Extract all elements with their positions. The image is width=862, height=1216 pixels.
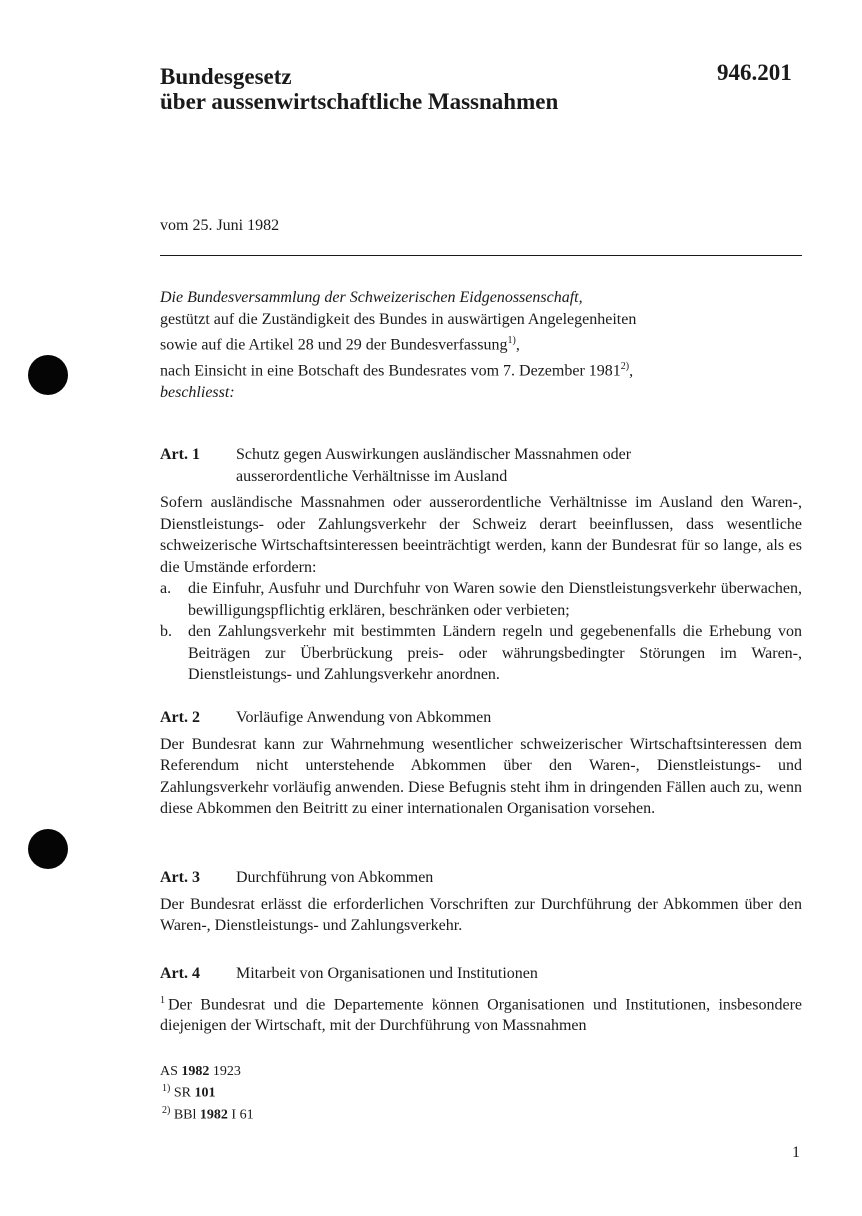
law-title-line2: über aussenwirtschaftliche Massnahmen	[160, 89, 559, 114]
article-3-title: Durchführung von Abkommen	[236, 869, 434, 886]
footnote-1: $^{1)}$ SR 101	[162, 1083, 216, 1101]
article-4-label: Art. 4	[160, 965, 200, 982]
article-1-item-b	[160, 621, 802, 686]
preamble-line2: sowie auf die Artikel 28 und 29 der Bundesverfassung$^{1)}$,	[160, 335, 520, 354]
list-item-text: die Einfuhr, Ausfuhr und Durchfuhr von Waren sowie den Dienstleistungsverkehr überwachen, bewilligungspflichtig erklären, beschränken oder verbieten;	[188, 580, 802, 619]
article-1	[160, 444, 802, 686]
article-3	[160, 867, 802, 937]
footnote-as: AS 1982 1923	[160, 1064, 241, 1079]
article-3-label: Art. 3	[160, 869, 200, 886]
article-4-body: $^1$ Der Bundesrat und die Departemente können Organisationen und Institutionen, insbesondere diejenigen der Wirtschaft, mit der Durchführung von Massnahmen	[160, 994, 802, 1035]
footnote-ref-1[interactable]: 1)	[507, 335, 516, 346]
preamble-line3: nach Einsicht in eine Botschaft des Bundesrates vom 7. Dezember 1981$^{2)}$,	[160, 360, 634, 380]
article-2-label: Art. 2	[160, 709, 200, 726]
law-title	[160, 64, 558, 114]
preamble-resolves: beschliesst:	[160, 383, 235, 401]
footnote-ref-2[interactable]: 2)	[620, 360, 630, 372]
list-item-text: den Zahlungsverkehr mit bestimmten Ländern regeln und gegebenenfalls die Erhebung von Beiträgen zur Überbrückung preis- oder währungsbedingter Störungen im Waren-, Dienstleistungs- und Zahlungsverkehr anordnen.	[188, 623, 802, 683]
article-4	[160, 963, 802, 1037]
law-title-line1: Bundesgesetz	[160, 64, 292, 89]
sr-number: 946.201	[717, 60, 792, 85]
punch-hole-lower	[28, 829, 68, 869]
article-1-body: Sofern ausländische Massnahmen oder ausserordentliche Verhältnisse im Ausland den Waren-, Dienstleistungs- oder Zahlungsverkehr der Schweiz derart beeinflussen, dass wesentliche schweizerische Wirtschaftsinteressen beeinträchtigt werden, kann der Bundesrat für so lange, als es die Umstände erfordern:	[160, 494, 802, 576]
article-3-body: Der Bundesrat erlässt die erforderlichen Vorschriften zur Durchführung der Abkommen über den Waren-, Dienstleistungs- und Zahlungsverkehr.	[160, 895, 802, 934]
paragraph-number: 1	[160, 994, 165, 1006]
enactment-date: vom 25. Juni 1982	[160, 217, 280, 234]
footnotes	[160, 1063, 254, 1123]
footnote-2: $^{2)}$ BBl 1982 I 61	[162, 1104, 254, 1123]
article-1-item-a	[160, 578, 802, 621]
article-1-title: Schutz gegen Auswirkungen ausländischer Massnahmen oder ausserordentliche Verhältnisse im Ausland	[236, 446, 632, 485]
article-2	[160, 707, 802, 820]
horizontal-rule	[160, 255, 802, 256]
page-number: 1	[792, 1144, 800, 1161]
preamble-line1: gestützt auf die Zuständigkeit des Bundes in auswärtigen Angelegenheiten	[160, 310, 637, 328]
preamble-assembly: Die Bundesversammlung der Schweizerischen Eidgenossenschaft,	[160, 289, 583, 306]
article-4-title: Mitarbeit von Organisationen und Institutionen	[236, 965, 538, 982]
article-2-title: Vorläufige Anwendung von Abkommen	[236, 709, 492, 726]
punch-hole-upper	[28, 355, 68, 395]
list-marker: a.	[160, 580, 172, 597]
preamble	[160, 287, 802, 403]
article-2-body: Der Bundesrat kann zur Wahrnehmung wesentlicher schweizerischer Wirtschaftsinteressen dem Referendum nicht unterstehende Abkommen über den Waren-, Dienstleistungs- und Zahlungsverkehr vorläufig anwenden. Diese Befugnis steht ihm in dringenden Fällen auch zu, wenn diese Abkommen den Beitritt zu einer internationalen Organisation vorsehen.	[160, 735, 802, 817]
article-1-label: Art. 1	[160, 446, 200, 463]
list-marker: b.	[160, 623, 172, 640]
